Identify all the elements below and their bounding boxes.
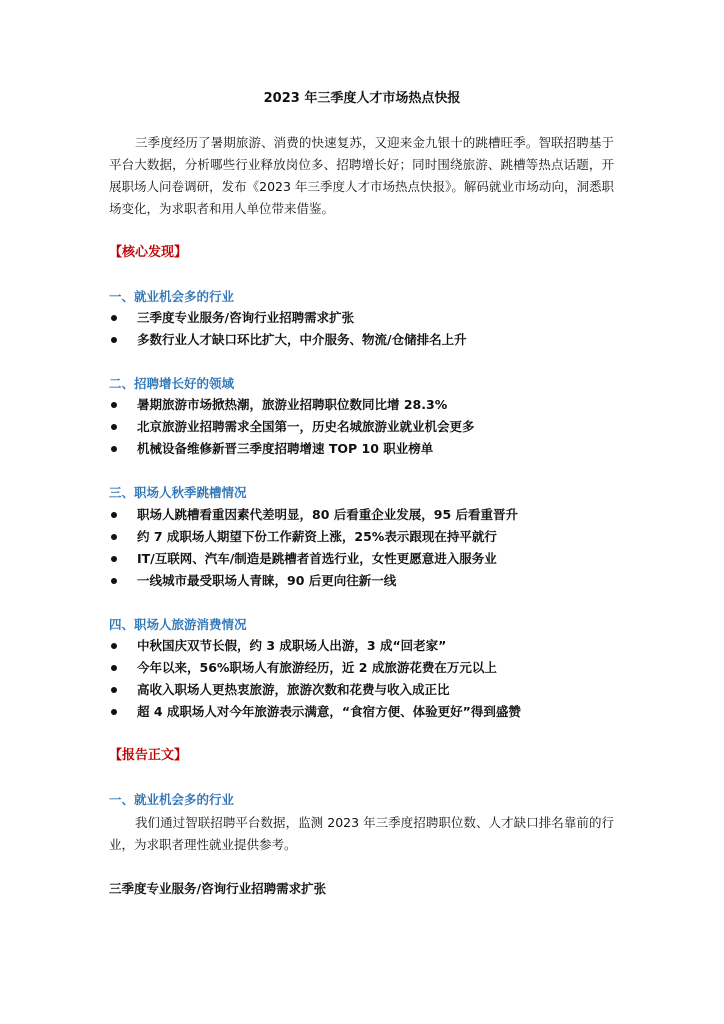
bullet-item: 职场人跳槽看重因素代差明显，80 后看重企业发展，95 后看重晋升 <box>109 504 629 526</box>
bullet-item: 机械设备维修新晋三季度招聘增速 TOP 10 职业榜单 <box>109 438 629 460</box>
section-3-bullets <box>109 504 629 592</box>
bullet-dot-icon <box>111 709 117 715</box>
section-heading-3: 三、职场人秋季跳槽情况 <box>109 485 247 500</box>
bullet-dot-icon <box>111 534 117 540</box>
bullet-item: IT/互联网、汽车/制造是跳槽者首选行业，女性更愿意进入服务业 <box>109 548 629 570</box>
section-4-bullets <box>109 635 629 723</box>
bullet-dot-icon <box>111 402 117 408</box>
bullet-item: 暑期旅游市场掀热潮，旅游业招聘职位数同比增 28.3% <box>109 394 629 416</box>
bullet-dot-icon <box>111 315 117 321</box>
bullet-dot-icon <box>111 687 117 693</box>
bullet-item: 三季度专业服务/咨询行业招聘需求扩张 <box>109 307 629 329</box>
section-2-bullets <box>109 394 629 460</box>
bullet-item: 约 7 成职场人期望下份工作薪资上涨，25%表示跟现在持平就行 <box>109 526 629 548</box>
section-heading-2: 二、招聘增长好的领域 <box>109 376 235 391</box>
bullet-dot-icon <box>111 337 117 343</box>
bullet-item: 一线城市最受职场人青睐，90 后更向往新一线 <box>109 570 629 592</box>
section-heading-1: 一、就业机会多的行业 <box>109 289 235 304</box>
bullet-item: 中秋国庆双节长假，约 3 成职场人出游，3 成“回老家” <box>109 635 629 657</box>
core-findings-label: 【核心发现】 <box>109 245 188 260</box>
bullet-dot-icon <box>111 446 117 452</box>
bullet-item: 多数行业人才缺口环比扩大，中介服务、物流/仓储排名上升 <box>109 329 629 351</box>
bullet-item: 北京旅游业招聘需求全国第一，历史名城旅游业就业机会更多 <box>109 416 629 438</box>
section-heading-4: 四、职场人旅游消费情况 <box>109 617 247 632</box>
bullet-dot-icon <box>111 643 117 649</box>
bullet-item: 超 4 成职场人对今年旅游表示满意，“食宿方便、体验更好”得到盛赞 <box>109 701 629 723</box>
bullet-dot-icon <box>111 578 117 584</box>
bullet-dot-icon <box>111 512 117 518</box>
report-subheading: 三季度专业服务/咨询行业招聘需求扩张 <box>109 881 327 896</box>
bullet-item: 今年以来，56%职场人有旅游经历，近 2 成旅游花费在万元以上 <box>109 657 629 679</box>
report-section-heading: 一、就业机会多的行业 <box>109 792 235 807</box>
section-1-bullets <box>109 307 629 351</box>
bullet-dot-icon <box>111 424 117 430</box>
bullet-dot-icon <box>111 556 117 562</box>
report-paragraph: 我们通过智联招聘平台数据，监测 2023 年三季度招聘职位数、人才缺口排名靠前的行业，为求职者理性就业提供参考。 <box>109 815 614 852</box>
document-title: 2023 年三季度人才市场热点快报 <box>263 91 461 106</box>
report-body-label: 【报告正文】 <box>109 748 188 763</box>
bullet-item: 高收入职场人更热衷旅游，旅游次数和花费与收入成正比 <box>109 679 629 701</box>
intro-paragraph: 三季度经历了暑期旅游、消费的快速复苏，又迎来金九银十的跳槽旺季。智联招聘基于平台大数据，分析哪些行业释放岗位多、招聘增长好；同时围绕旅游、跳槽等热点话题，开展职场人问卷调研，发布《2023 年三季度人才市场热点快报》。解码就业市场动向，洞悉职场变化，为求职者和用人单位带来借鉴。 <box>109 135 614 216</box>
bullet-dot-icon <box>111 665 117 671</box>
